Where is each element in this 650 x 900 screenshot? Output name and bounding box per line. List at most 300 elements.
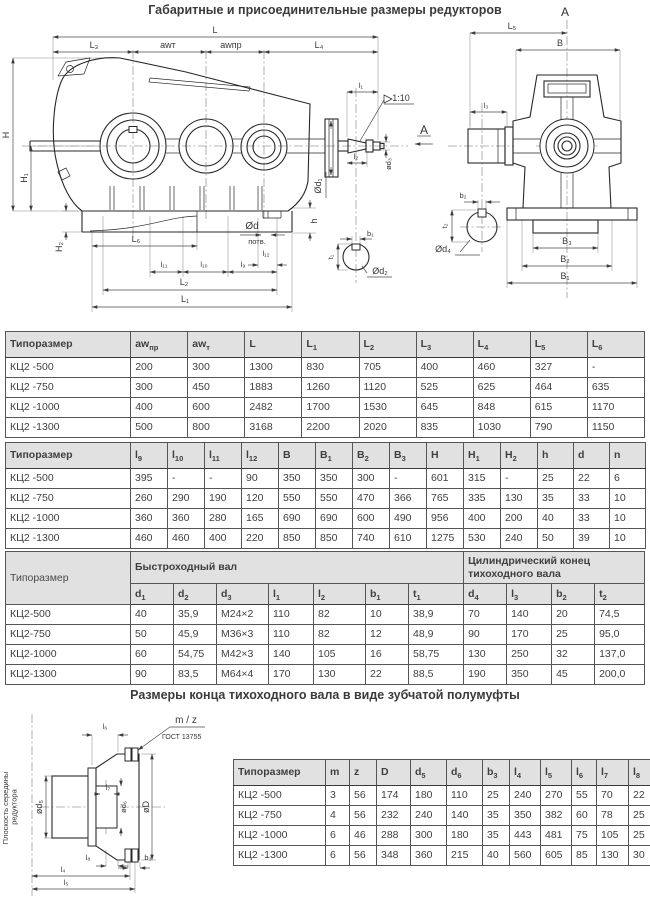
table-row (234, 826, 650, 846)
cell: 848 (473, 398, 530, 418)
cell: 140 (447, 806, 483, 826)
dim-awt: awт (160, 40, 176, 50)
cell: 3 (326, 786, 350, 806)
column-header: $L_1$ (302, 332, 359, 358)
cell: 400 (464, 509, 501, 529)
cell: 460 (473, 358, 530, 378)
cell: 180 (411, 786, 447, 806)
cell: 360 (168, 509, 205, 529)
cell: 232 (377, 806, 411, 826)
cell: 1530 (359, 398, 416, 418)
cell: 360 (131, 509, 168, 529)
cell: 35 (483, 806, 510, 826)
cell: 83,5 (174, 665, 217, 685)
cell: 40 (131, 605, 174, 625)
cell: 20 (552, 605, 595, 625)
cell: 105 (314, 645, 366, 665)
cell: 490 (390, 509, 427, 529)
cell: 835 (416, 418, 473, 438)
row-header: КЦ2-1000 (6, 645, 131, 665)
cell: 88,5 (409, 665, 464, 685)
cell: 1275 (427, 529, 464, 549)
cell: 120 (242, 489, 279, 509)
cell: 1120 (359, 378, 416, 398)
column-header: $aw_т$ (188, 332, 245, 358)
cell: 550 (279, 489, 316, 509)
dim-l8: l₈ (85, 853, 91, 862)
cell: М64×4 (217, 665, 269, 685)
dim-l7: l₇ (105, 783, 111, 792)
dim-H2: H₂ (54, 242, 64, 252)
cell: 140 (507, 605, 552, 625)
dim-B1: B₁ (560, 271, 570, 281)
cell: М42×3 (217, 645, 269, 665)
cell: 90 (464, 625, 507, 645)
cell: 240 (411, 806, 447, 826)
cell: 38,9 (409, 605, 464, 625)
cell: 615 (530, 398, 587, 418)
cell: 382 (541, 806, 572, 826)
cell: 105 (597, 826, 629, 846)
cell: 240 (501, 529, 538, 549)
dim-holes: потв. (248, 237, 266, 246)
column-header: $d_6$ (447, 760, 483, 786)
cell: 10 (610, 509, 646, 529)
cell: 35 (538, 489, 574, 509)
table-row (6, 358, 645, 378)
row-header: КЦ2 -1000 (6, 509, 131, 529)
cell: 22 (574, 469, 610, 489)
cell: 956 (427, 509, 464, 529)
cell: 30 (629, 846, 650, 866)
cell: 25 (552, 625, 595, 645)
cell: 70 (597, 786, 629, 806)
cell: 400 (131, 398, 188, 418)
cell: 110 (269, 605, 314, 625)
cell: 22 (629, 786, 650, 806)
cell: 625 (473, 378, 530, 398)
column-header: Быстроходный вал (131, 552, 464, 584)
dim-l10: l₁₀ (200, 260, 208, 269)
cell: 85 (572, 846, 597, 866)
cell: 560 (510, 846, 541, 866)
column-header: $B_3$ (390, 443, 427, 469)
cell: 170 (507, 625, 552, 645)
cell: 2482 (245, 398, 302, 418)
row-header: КЦ2 -1000 (6, 398, 131, 418)
cell: 705 (359, 358, 416, 378)
cell: 350 (316, 469, 353, 489)
column-header: D (377, 760, 411, 786)
column-header: $l_6$ (572, 760, 597, 786)
cell: 260 (131, 489, 168, 509)
table-overall-lengths (5, 331, 645, 438)
cell: 82 (314, 625, 366, 645)
cell: 90 (131, 665, 174, 685)
cell: 600 (353, 509, 390, 529)
dim-L6: L₆ (131, 234, 141, 244)
cell: - (390, 469, 427, 489)
cell: 635 (587, 378, 644, 398)
cell: 200,0 (595, 665, 645, 685)
cell: 130 (464, 645, 507, 665)
column-header: $l_5$ (541, 760, 572, 786)
dim-d6: ød₆ (119, 801, 128, 813)
cell: 1170 (587, 398, 644, 418)
column-header: L (245, 332, 302, 358)
cell: 130 (597, 846, 629, 866)
cell: М36×3 (217, 625, 269, 645)
cell: 500 (131, 418, 188, 438)
column-header: $d_3$ (217, 584, 269, 605)
cell: 601 (427, 469, 464, 489)
cell: 48,9 (409, 625, 464, 645)
column-header: $b_1$ (366, 584, 409, 605)
cell: 400 (416, 358, 473, 378)
dim-L3: L₃ (89, 40, 99, 50)
table-row (6, 529, 646, 549)
cell: 765 (427, 489, 464, 509)
column-header: $B_1$ (316, 443, 353, 469)
cell: 690 (279, 509, 316, 529)
cell: 348 (377, 846, 411, 866)
cell: 95,0 (595, 625, 645, 645)
cell: 645 (416, 398, 473, 418)
column-header: B (279, 443, 316, 469)
cell: 300 (188, 358, 245, 378)
dim-B: B (556, 38, 564, 48)
gost-label: ГОСТ 13755 (162, 734, 202, 741)
cell: 395 (131, 469, 168, 489)
column-header: z (350, 760, 377, 786)
dim-b1: b₁ (367, 229, 374, 238)
cell: 215 (447, 846, 483, 866)
table-row (6, 625, 645, 645)
column-header: $l_1$ (269, 584, 314, 605)
cell: 56 (350, 786, 377, 806)
cell: 300 (353, 469, 390, 489)
cell: 290 (168, 489, 205, 509)
dim-L4: L₄ (314, 40, 324, 50)
cell: 605 (541, 846, 572, 866)
table-row (6, 665, 645, 685)
cell: 46 (350, 826, 377, 846)
dim-l12: l₁₂ (262, 249, 270, 258)
cell: 137,0 (595, 645, 645, 665)
dim-b3: b₃ (144, 853, 152, 862)
dim-l9: l₉ (240, 260, 246, 269)
cell: 55 (572, 786, 597, 806)
front-view (435, 5, 637, 298)
dim-L: L (212, 25, 218, 35)
column-header: $l_8$ (629, 760, 650, 786)
row-header: КЦ2-500 (6, 605, 131, 625)
cell: 481 (541, 826, 572, 846)
cell: 25 (629, 826, 650, 846)
cell: 1150 (587, 418, 644, 438)
cell: 33 (574, 509, 610, 529)
column-header: $L_2$ (359, 332, 416, 358)
cell: 45,9 (174, 625, 217, 645)
cell: 335 (464, 489, 501, 509)
cell: 400 (205, 529, 242, 549)
cell: 315 (464, 469, 501, 489)
cell: 470 (353, 489, 390, 509)
column-header: $d_2$ (174, 584, 217, 605)
cell: 75 (572, 826, 597, 846)
cell: - (168, 469, 205, 489)
cell: 450 (188, 378, 245, 398)
column-header: Типоразмер (6, 552, 131, 605)
column-header: $l_3$ (507, 584, 552, 605)
cell: 110 (269, 625, 314, 645)
cell: 90 (242, 469, 279, 489)
column-header: $l_{11}$ (205, 443, 242, 469)
cell: 690 (316, 509, 353, 529)
column-header: Типоразмер (6, 332, 131, 358)
cell: 270 (541, 786, 572, 806)
cell: 74,5 (595, 605, 645, 625)
table-row (6, 645, 645, 665)
cell: - (587, 358, 644, 378)
row-header: КЦ2 -750 (6, 489, 131, 509)
column-header: Типоразмер (234, 760, 326, 786)
table-shaft-ends (5, 551, 645, 685)
table-coupling (233, 759, 650, 866)
section-subtitle: Размеры конца тихоходного вала в виде зубчатой полумуфты (130, 688, 520, 702)
cell: 600 (188, 398, 245, 418)
table-row (6, 509, 646, 529)
section-a-label: A (560, 5, 570, 19)
cell: 70 (464, 605, 507, 625)
cell: 6 (326, 846, 350, 866)
cell: 60 (131, 645, 174, 665)
cell: 2200 (302, 418, 359, 438)
cell: 4 (326, 806, 350, 826)
cell: 180 (447, 826, 483, 846)
cell: 464 (530, 378, 587, 398)
column-header: $L_3$ (416, 332, 473, 358)
dim-t1: t₁ (326, 254, 335, 260)
cell: 240 (510, 786, 541, 806)
cell: 54,75 (174, 645, 217, 665)
row-header: КЦ2 -1300 (6, 529, 131, 549)
row-header: КЦ2 -1000 (234, 826, 326, 846)
cell: 1300 (245, 358, 302, 378)
cell: - (205, 469, 242, 489)
dim-B3: B₃ (562, 236, 572, 246)
cell: 10 (610, 529, 646, 549)
column-header: n (610, 443, 646, 469)
cell: 25 (629, 806, 650, 826)
dim-L1: L₁ (180, 294, 190, 304)
table-row (234, 846, 650, 866)
cell: 32 (552, 645, 595, 665)
cell: 200 (131, 358, 188, 378)
dim-awpr: awпр (220, 40, 242, 50)
cell: 1700 (302, 398, 359, 418)
dim-H: H (1, 131, 11, 139)
dim-D: øD (141, 801, 151, 813)
cell: 140 (269, 645, 314, 665)
dim-h: h (309, 218, 319, 224)
cell: 830 (302, 358, 359, 378)
page-title: Габаритные и присоединительные размеры редукторов (148, 3, 502, 17)
column-header: $l_4$ (510, 760, 541, 786)
cell: 40 (538, 509, 574, 529)
cell: 443 (510, 826, 541, 846)
cell: 1030 (473, 418, 530, 438)
cell: 740 (353, 529, 390, 549)
column-header: $L_6$ (587, 332, 644, 358)
cell: 33 (574, 489, 610, 509)
table-row (234, 786, 650, 806)
cell: 200 (501, 509, 538, 529)
row-header: КЦ2 -500 (6, 469, 131, 489)
cell: 165 (242, 509, 279, 529)
cell: 10 (610, 489, 646, 509)
cell: 45 (552, 665, 595, 685)
cell: 366 (390, 489, 427, 509)
cell: 174 (377, 786, 411, 806)
cell: 56 (350, 806, 377, 826)
cell: 50 (131, 625, 174, 645)
cell: 130 (314, 665, 366, 685)
view-a-label: A (419, 123, 429, 137)
column-header: m (326, 760, 350, 786)
cell: 220 (242, 529, 279, 549)
column-header: $l_2$ (314, 584, 366, 605)
cell: 288 (377, 826, 411, 846)
cell: 25 (483, 786, 510, 806)
column-header: $l_7$ (597, 760, 629, 786)
cell: 800 (188, 418, 245, 438)
dim-L2: L₂ (179, 277, 189, 287)
column-header: $aw_{пр}$ (131, 332, 188, 358)
side-view (1, 25, 433, 312)
column-header: h (538, 443, 574, 469)
cell: 190 (464, 665, 507, 685)
cell: 350 (279, 469, 316, 489)
cell: 460 (131, 529, 168, 549)
cell: 56 (350, 846, 377, 866)
cell: 2020 (359, 418, 416, 438)
cell: 250 (507, 645, 552, 665)
cell: 12 (366, 625, 409, 645)
column-header: Цилиндрический конец тихоходного вала (464, 552, 645, 584)
row-header: КЦ2-750 (6, 625, 131, 645)
dim-d4: Ød₄ (435, 244, 451, 254)
cell: 60 (572, 806, 597, 826)
cell: 530 (464, 529, 501, 549)
column-header: $L_4$ (473, 332, 530, 358)
cell: 16 (366, 645, 409, 665)
row-header: КЦ2-1300 (6, 665, 131, 685)
column-header: $b_3$ (483, 760, 510, 786)
row-header: КЦ2 -1300 (234, 846, 326, 866)
column-header: $l_9$ (131, 443, 168, 469)
dim-l3: l₃ (483, 101, 489, 110)
dim-b2: b₂ (459, 191, 467, 200)
cell: 300 (131, 378, 188, 398)
column-header: $l_{10}$ (168, 443, 205, 469)
column-header: H (427, 443, 464, 469)
cell: 280 (205, 509, 242, 529)
column-header: $H_1$ (464, 443, 501, 469)
dim-taper: 1:10 (392, 93, 410, 103)
table-row (6, 378, 645, 398)
dim-l2: l₂ (353, 152, 359, 161)
cell: 3168 (245, 418, 302, 438)
coupling-diagram (0, 710, 235, 900)
dim-l4: l₄ (60, 865, 66, 874)
cell: 190 (205, 489, 242, 509)
row-header: КЦ2 -750 (6, 378, 131, 398)
cell: 300 (411, 826, 447, 846)
table-row (6, 489, 646, 509)
cell: 22 (366, 665, 409, 685)
cell: 350 (507, 665, 552, 685)
dim-t2: t₂ (440, 223, 449, 229)
cell: 25 (538, 469, 574, 489)
dim-L5: L₅ (507, 21, 517, 31)
column-header: $l_{12}$ (242, 443, 279, 469)
row-header: КЦ2 -500 (234, 786, 326, 806)
cell: 40 (483, 846, 510, 866)
column-header: $H_2$ (501, 443, 538, 469)
column-header: Типоразмер (6, 443, 131, 469)
dim-dia-d: Ød (245, 221, 259, 232)
cell: - (501, 469, 538, 489)
cell: 460 (168, 529, 205, 549)
table-row (6, 418, 645, 438)
dim-d2: Ød₂ (372, 266, 388, 276)
dim-l6: l₆ (102, 722, 108, 731)
cell: 350 (510, 806, 541, 826)
column-header: $d_5$ (411, 760, 447, 786)
cell: 78 (597, 806, 629, 826)
column-header: $d_4$ (464, 584, 507, 605)
dim-d1: Ød₁ (313, 178, 323, 194)
cell: 850 (316, 529, 353, 549)
column-header: $t_1$ (409, 584, 464, 605)
cell: 360 (411, 846, 447, 866)
cell: 130 (501, 489, 538, 509)
row-header: КЦ2 -500 (6, 358, 131, 378)
column-header: $L_5$ (530, 332, 587, 358)
table-row (6, 398, 645, 418)
row-header: КЦ2 -750 (234, 806, 326, 826)
column-header: $B_2$ (353, 443, 390, 469)
main-diagram (0, 0, 650, 330)
cell: 110 (447, 786, 483, 806)
column-header: $t_2$ (595, 584, 645, 605)
cell: 35,9 (174, 605, 217, 625)
table-row (234, 806, 650, 826)
dim-l5: l₅ (63, 878, 69, 887)
table-row (6, 469, 646, 489)
column-header: d (574, 443, 610, 469)
cell: 525 (416, 378, 473, 398)
dim-d3: ød₃ (384, 158, 393, 170)
cell: 35 (483, 826, 510, 846)
column-header: $d_1$ (131, 584, 174, 605)
cell: 850 (279, 529, 316, 549)
row-header: КЦ2 -1300 (6, 418, 131, 438)
dim-mz: m / z (175, 715, 197, 726)
cell: М24×2 (217, 605, 269, 625)
cell: 170 (269, 665, 314, 685)
